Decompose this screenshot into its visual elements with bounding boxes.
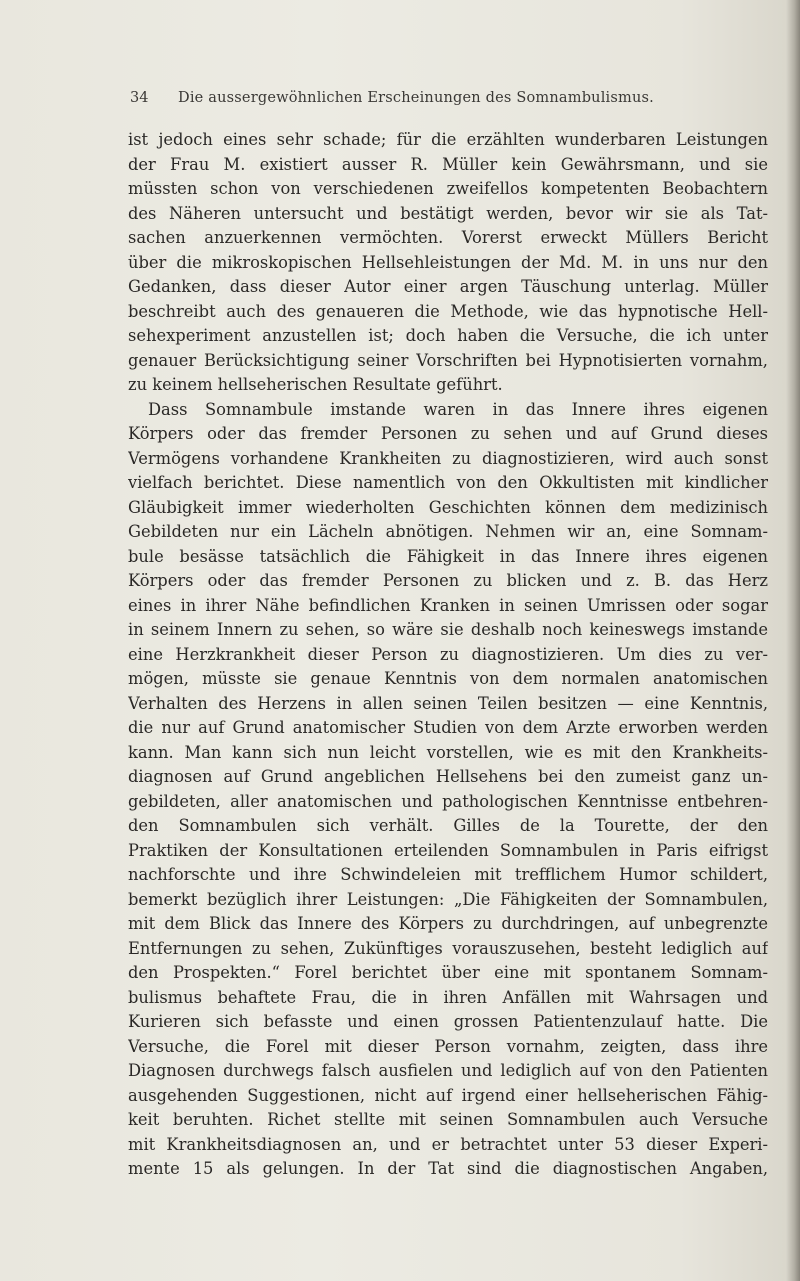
text-line: Verhalten des Herzens in allen seinen Teilen besitzen — eine Kenntnis, [128, 693, 768, 713]
text-line: Gebildeten nur ein Lächeln abnötigen. Nehmen wir an, eine Somnam- [128, 522, 768, 541]
text-line: Körpers oder das fremder Personen zu blicken und z. B. das Herz [128, 571, 768, 590]
text-line: beschreibt auch des genaueren die Methode, wie das hypnotische Hell- [128, 301, 768, 321]
text-line: diagnosen auf Grund angeblichen Hellsehens bei den zumeist ganz un- [128, 767, 768, 786]
text-line: mit dem Blick das Innere des Körpers zu durchdringen, auf unbegrenzte [128, 914, 768, 933]
text-line: sachen anzuerkennen vermöchten. Vorerst erweckt Müllers Bericht [128, 228, 768, 247]
text-line: Versuche, die Forel mit dieser Person vornahm, zeigten, dass ihre [128, 1036, 768, 1056]
text-line: bemerkt bezüglich ihrer Leistungen: „Die Fähigkeiten der Somnambulen, [128, 889, 768, 909]
text-line: des Näheren untersucht und bestätigt werden, bevor wir sie als Tat- [128, 203, 768, 223]
text-line: den Prospekten.“ Forel berichtet über eine mit spontanem Somnam- [128, 963, 768, 982]
text-line: eine Herzkrankheit dieser Person zu diagnostizieren. Um dies zu ver- [128, 644, 768, 664]
text-line: keit beruhten. Richet stellte mit seinen Somnambulen auch Versuche [128, 1110, 768, 1129]
text-line: Entfernungen zu sehen, Zukünftiges vorauszusehen, besteht lediglich auf [128, 938, 768, 958]
text-line: den Somnambulen sich verhält. Gilles de la Tourette, der den [128, 816, 768, 835]
text-line: mente 15 als gelungen. In der Tat sind die diagnostischen Angaben, [128, 1159, 768, 1178]
text-line: Diagnosen durchwegs falsch ausfielen und lediglich auf von den Patienten [128, 1061, 768, 1080]
paragraph-start-line: Dass Somnambule imstande waren in das Innere ihres eigenen [148, 399, 768, 419]
text-line: über die mikroskopischen Hellsehleistungen der Md. M. in uns nur den [128, 252, 768, 272]
running-title: Die aussergewöhnlichen Erscheinungen des Somnambulismus. [178, 90, 654, 106]
page-edge-shadow [786, 0, 800, 1281]
text-line: müssten schon von verschiedenen zweifellos kompetenten Beobachtern [128, 179, 768, 198]
text-line: kann. Man kann sich nun leicht vorstellen, wie es mit den Krankheits- [128, 742, 768, 762]
text-line: genauer Berücksichtigung seiner Vorschriften bei Hypnotisierten vornahm, [128, 350, 768, 370]
paragraph-end-line: zu keinem hellseherischen Resultate geführt. [128, 375, 503, 394]
text-line: Praktiken der Konsultationen erteilenden Somnambulen in Paris eifrigst [128, 840, 768, 860]
text-line: Vermögens vorhandene Krankheiten zu diagnostizieren, wird auch sonst [128, 448, 768, 468]
text-line: Kurieren sich befasste und einen grossen Patientenzulauf hatte. Die [128, 1012, 768, 1031]
text-line: gebildeten, aller anatomischen und pathologischen Kenntnisse entbehren- [128, 791, 768, 811]
text-line: eines in ihrer Nähe befindlichen Kranken in seinen Umrissen oder sogar [128, 595, 768, 615]
text-line: bulismus behaftete Frau, die in ihren Anfällen mit Wahrsagen und [128, 987, 768, 1007]
text-line: Körpers oder das fremder Personen zu sehen und auf Grund dieses [128, 424, 768, 443]
page-number: 34 [130, 90, 149, 106]
text-line: mögen, müsste sie genaue Kenntnis von dem normalen anatomischen [128, 669, 768, 688]
text-line: nachforschte und ihre Schwindeleien mit trefflichem Humor schildert, [128, 865, 768, 884]
text-line: mit Krankheitsdiagnosen an, und er betrachtet unter 53 dieser Experi- [128, 1134, 768, 1154]
text-line: vielfach berichtet. Diese namentlich von den Okkultisten mit kindlicher [128, 473, 768, 492]
page-header [130, 90, 750, 110]
text-line: ist jedoch eines sehr schade; für die erzählten wunderbaren Leistungen [128, 130, 768, 149]
text-line: die nur auf Grund anatomischer Studien von dem Arzte erworben werden [128, 718, 768, 737]
text-line: der Frau M. existiert ausser R. Müller kein Gewährsmann, und sie [128, 154, 768, 174]
text-line: Gläubigkeit immer wiederholten Geschichten können dem medizinisch [128, 497, 768, 517]
text-line: ausgehenden Suggestionen, nicht auf irgend einer hellseherischen Fähig- [128, 1085, 768, 1105]
text-line: in seinem Innern zu sehen, so wäre sie deshalb noch keineswegs imstande [128, 620, 768, 639]
text-line: bule besässe tatsächlich die Fähigkeit in das Innere ihres eigenen [128, 546, 768, 566]
text-line: sehexperiment anzustellen ist; doch haben die Versuche, die ich unter [128, 326, 768, 345]
text-line: Gedanken, dass dieser Autor einer argen Täuschung unterlag. Müller [128, 277, 768, 296]
body-text [128, 128, 768, 1182]
